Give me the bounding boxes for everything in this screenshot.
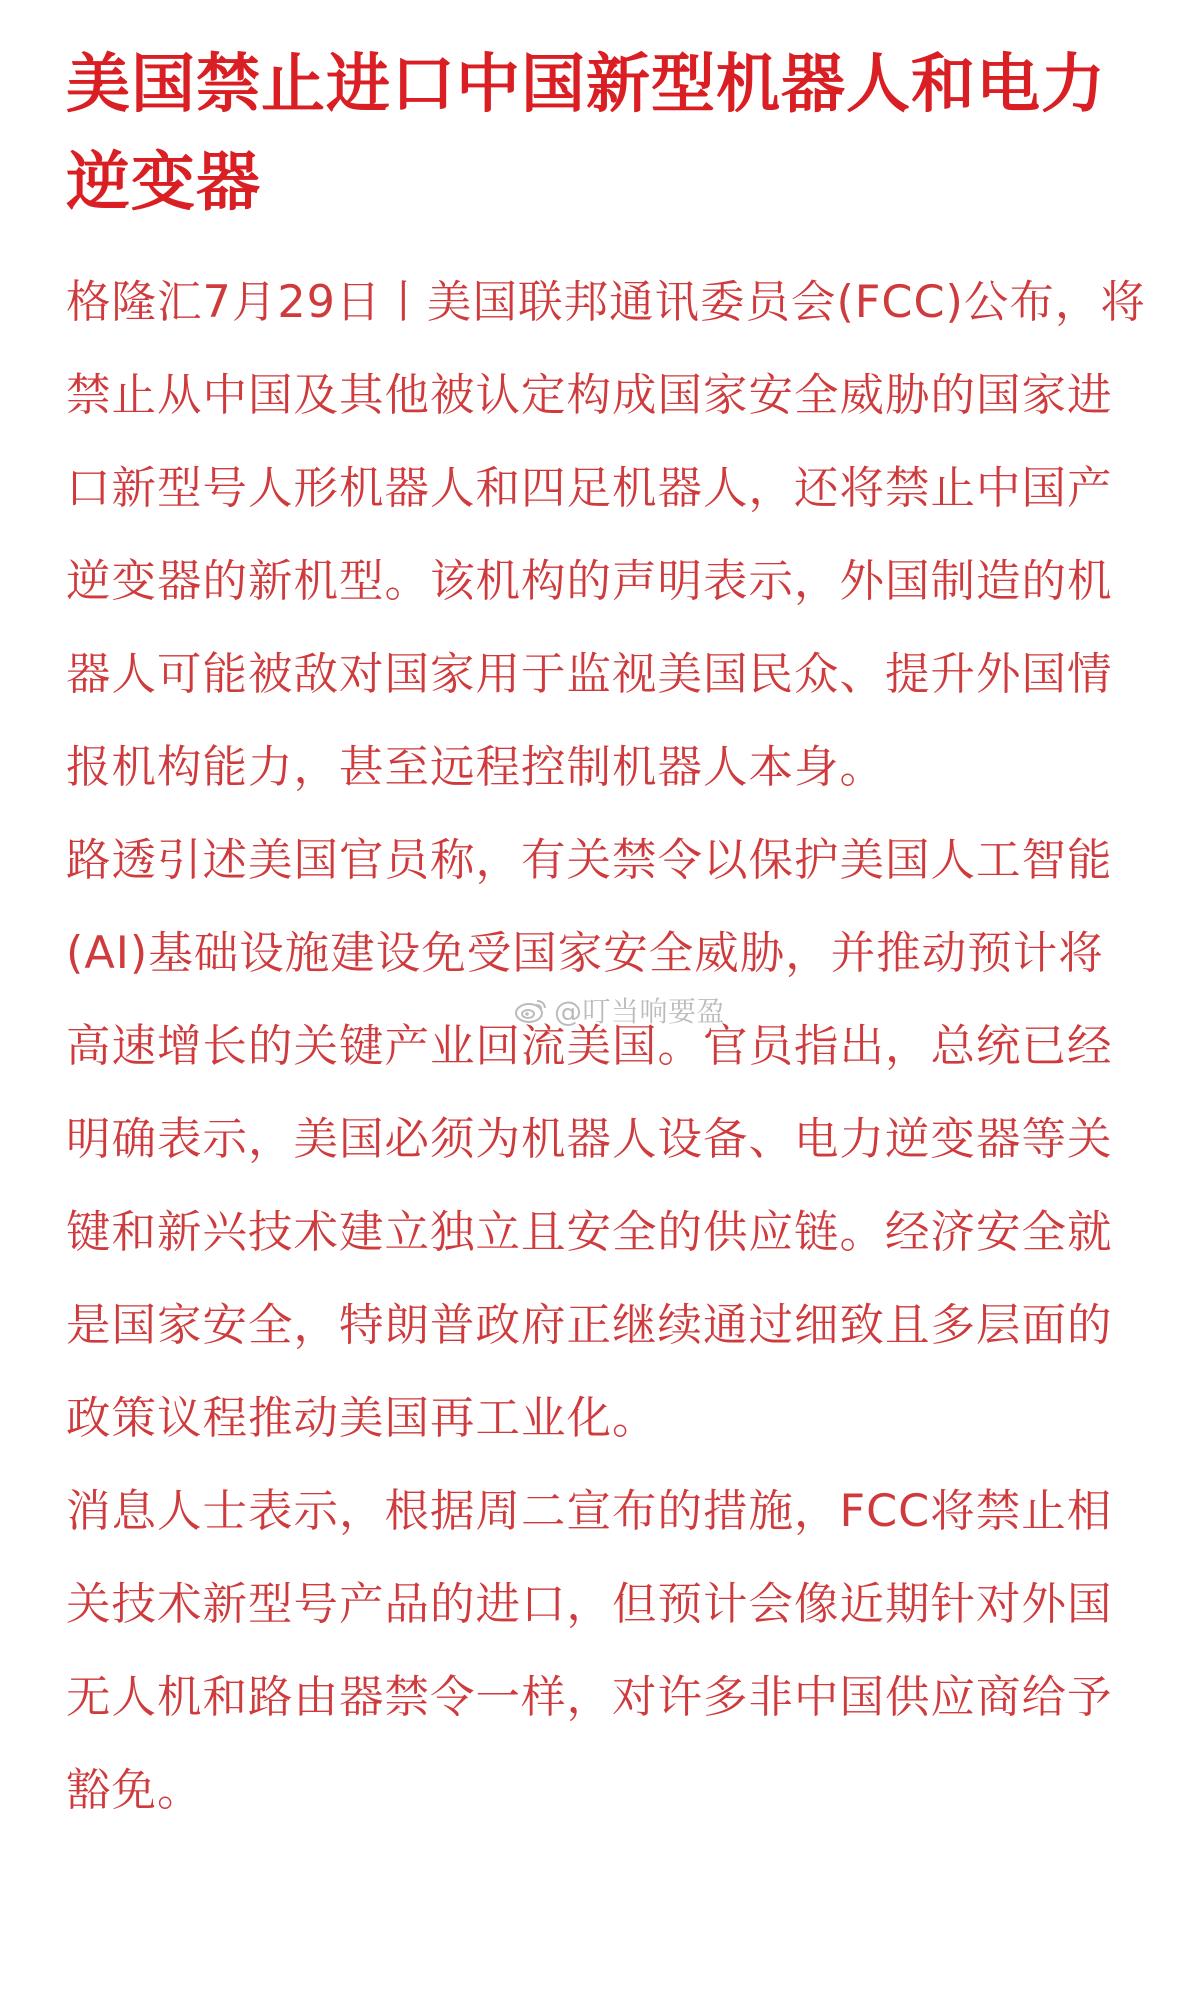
paragraph-1: 格隆汇7月29日丨美国联邦通讯委员会(FCC)公布，将禁止从中国及其他被认定构成国家安全威胁的国家进口新型号人形机器人和四足机器人，还将禁止中国产逆变器的新机型。该机构的声明表示，外国制造的机器人可能被敌对国家用于监视美国民众、提升外国情报机构能力，甚至远程控制机器人本身。: [66, 277, 1146, 793]
paragraph-2: 路透引述美国官员称，有关禁令以保护美国人工智能(AI)基础设施建设免受国家安全威胁，并推动预计将高速增长的关键产业回流美国。官员指出，总统已经明确表示，美国必须为机器人设备、电力逆变器等关键和新兴技术建立独立且安全的供应链。经济安全就是国家安全，特朗普政府正继续通过细致且多层面的政策议程推动美国再工业化。: [66, 835, 1113, 1444]
weibo-icon: [514, 996, 548, 1024]
article: [66, 36, 1146, 1837]
watermark-text: @叮当响要盈: [554, 995, 726, 1028]
watermark: [514, 990, 725, 1030]
article-title: 美国禁止进口中国新型机器人和电力逆变器: [66, 48, 1106, 220]
paragraph-3: 消息人士表示，根据周二宣布的措施，FCC将禁止相关技术新型号产品的进口，但预计会像近期针对外国无人机和路由器禁令一样，对许多非中国供应商给予豁免。: [66, 1486, 1113, 1816]
